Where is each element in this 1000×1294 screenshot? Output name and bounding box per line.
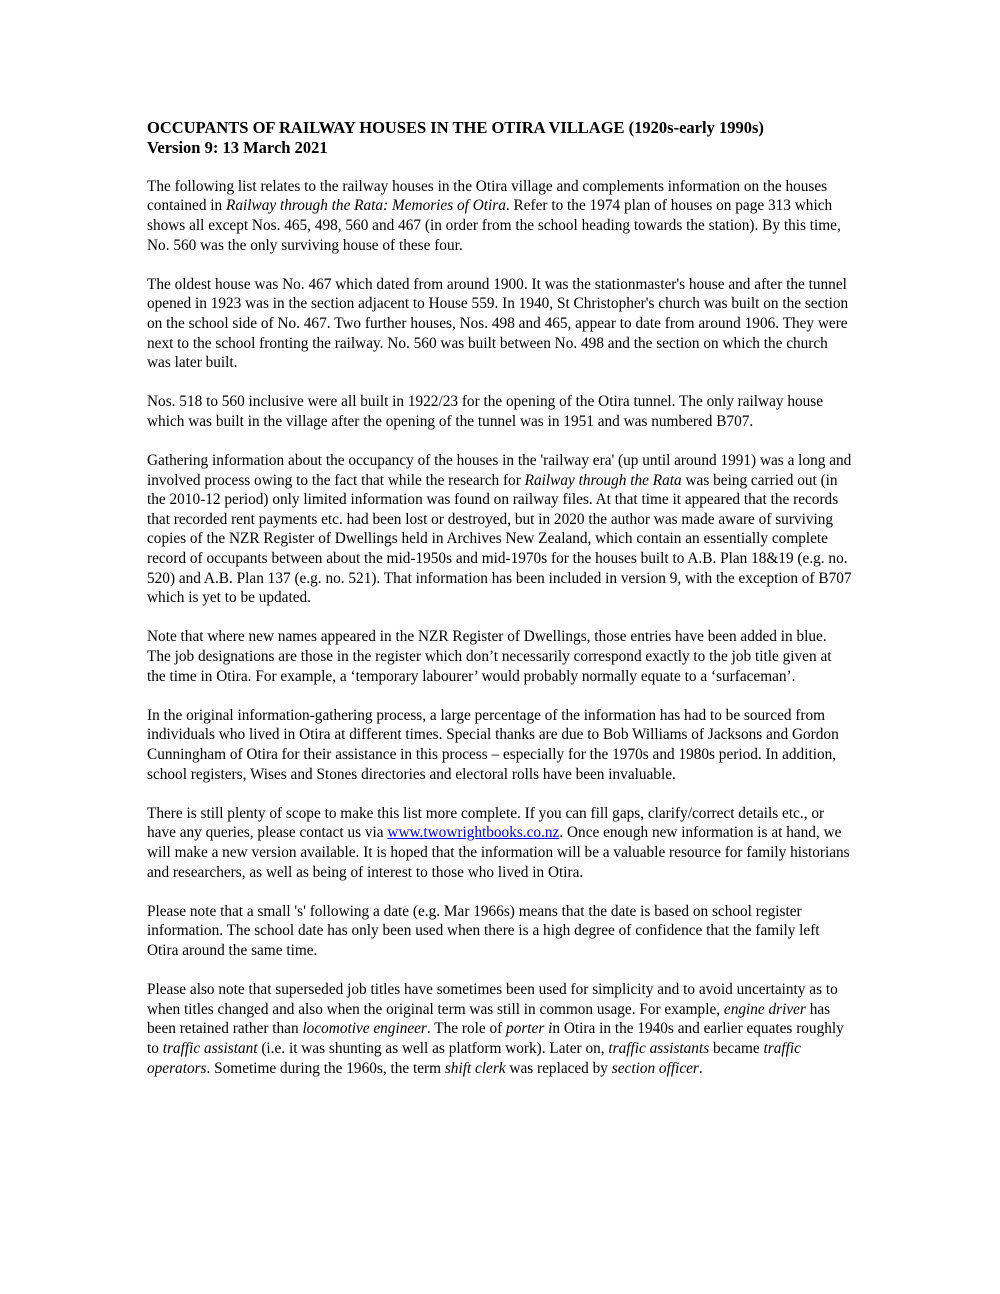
text-run: Nos. 518 to 560 inclusive were all built in 1922/23 for the opening of the Otira tunnel. The only railway house which was built in the village after the opening of the tunnel was in 1951 and was numbered B707. <box>147 393 824 430</box>
paragraph <box>147 451 853 608</box>
text-run: The following list relates to the railway houses in the Otira village and complements information on the houses contained in <box>147 177 828 215</box>
text-run: In the original information-gathering process, a large percentage of the information has had to be sourced from individuals who lived in Otira at different times. Special thanks are due to Bob Williams of Jacksons and Gordon Cunningham of Otira for their assistance in this process – especially for the 1970s and 1980s period. In addition, school registers, Wises and Stones directories and electoral rolls have been invaluable. <box>147 706 839 783</box>
text-run: Please also note that superseded job titles have sometimes been used for simplicity and to avoid uncertainty as to when titles changed and also when the original term was still in common usage. For example, <box>147 981 838 1018</box>
text-run: . Refer to the 1974 plan of houses on page 313 which shows all except Nos. 465, 498, 560 and 467 (in order from the school heading towards the station). By this time, No. 560 was the only surviving house of these four. <box>147 197 841 254</box>
text-run: Please note that a small 's' following a date (e.g. Mar 1966s) means that the date is based on school register information. The school date has only been used when there is a high degree of confidence that the family left Otira around the same time. <box>147 902 820 959</box>
text-run: . Sometime during the 1960s, the term <box>206 1059 445 1077</box>
text-run: has been retained rather than <box>147 1000 831 1038</box>
text-run: There is still plenty of scope to make this list more complete. If you can fill gaps, clarify/correct details etc., or have any queries, please contact us via <box>147 804 825 842</box>
document-version-line: Version 9: 13 March 2021 <box>147 137 328 157</box>
text-run: became <box>709 1039 764 1057</box>
paragraph <box>147 275 853 373</box>
italic-text-run: traffic operators <box>147 1039 801 1077</box>
italic-text-run: Railway through the Rata <box>524 471 682 489</box>
paragraph <box>147 902 853 961</box>
paragraph <box>147 706 853 784</box>
italic-text-run: porter i <box>506 1020 553 1038</box>
italic-text-run: traffic assistants <box>608 1039 710 1057</box>
paragraph <box>147 177 853 255</box>
text-run: n Otira in the 1940s and earlier equates roughly to <box>147 1020 844 1057</box>
website-link[interactable]: www.twowrightbooks.co.nz <box>387 824 560 842</box>
italic-text-run: locomotive engineer <box>302 1020 427 1038</box>
text-run: Note that where new names appeared in the NZR Register of Dwellings, those entries have been added in blue. The job designations are those in the register which don’t necessarily correspond exactly to the job title given at the time in Otira. For example, a ‘temporary labourer’ would probably normally equate to a ‘surfaceman’. <box>147 628 832 685</box>
text-run: was replaced by <box>505 1059 612 1077</box>
text-run: . Once enough new information is at hand, we will make a new version available. It is hoped that the information will be a valuable resource for family historians and researchers, as well as being of interest to those who lived in Otira. <box>147 824 850 881</box>
italic-text-run: shift clerk <box>444 1059 506 1077</box>
italic-text-run: traffic assistant <box>162 1039 258 1057</box>
text-run: was being carried out (in the 2010-12 period) only limited information was found on railway files. At that time it appeared that the records that recorded rent payments etc. had been lost or destroyed, but in 2020 the author was made aware of surviving copies of the NZR Register of Dwellings held in Archives New Zealand, which contain an essentially complete record of occupants between about the mid-1950s and mid-1970s for the houses built to A.B. Plan 18&19 (e.g. no. 520) and A.B. Plan 137 (e.g. no. 521). That information has been included in version 9, with the exception of B707 which is yet to be updated. <box>147 471 852 607</box>
document-body <box>147 177 853 1078</box>
text-run: Gathering information about the occupancy of the houses in the 'railway era' (up until around 1991) was a long and involved process owing to the fact that while the research for <box>147 452 852 489</box>
text-run: . The role of <box>426 1020 507 1038</box>
italic-text-run: engine driver <box>723 1000 806 1018</box>
italic-text-run: section officer <box>611 1059 699 1077</box>
paragraph <box>147 392 853 431</box>
paragraph <box>147 627 853 686</box>
paragraph <box>147 980 853 1078</box>
text-run: . <box>698 1059 703 1077</box>
text-run: The oldest house was No. 467 which dated from around 1900. It was the stationmaster's house and after the tunnel opened in 1923 was in the section adjacent to House 559. In 1940, St Christopher's church was built on the section on the school side of No. 467. Two further houses, Nos. 498 and 465, appear to date from around 1906. They were next to the school fronting the railway. No. 560 was built between No. 498 and the section on which the church was later built. <box>147 275 849 372</box>
document-title: OCCUPANTS OF RAILWAY HOUSES IN THE OTIRA VILLAGE (1920s-early 1990s) <box>147 118 764 137</box>
text-run: (i.e. it was shunting as well as platform work). Later on, <box>257 1039 609 1057</box>
italic-text-run: Railway through the Rata: Memories of Otira <box>226 197 506 215</box>
paragraph <box>147 804 853 882</box>
document-header <box>147 118 853 157</box>
